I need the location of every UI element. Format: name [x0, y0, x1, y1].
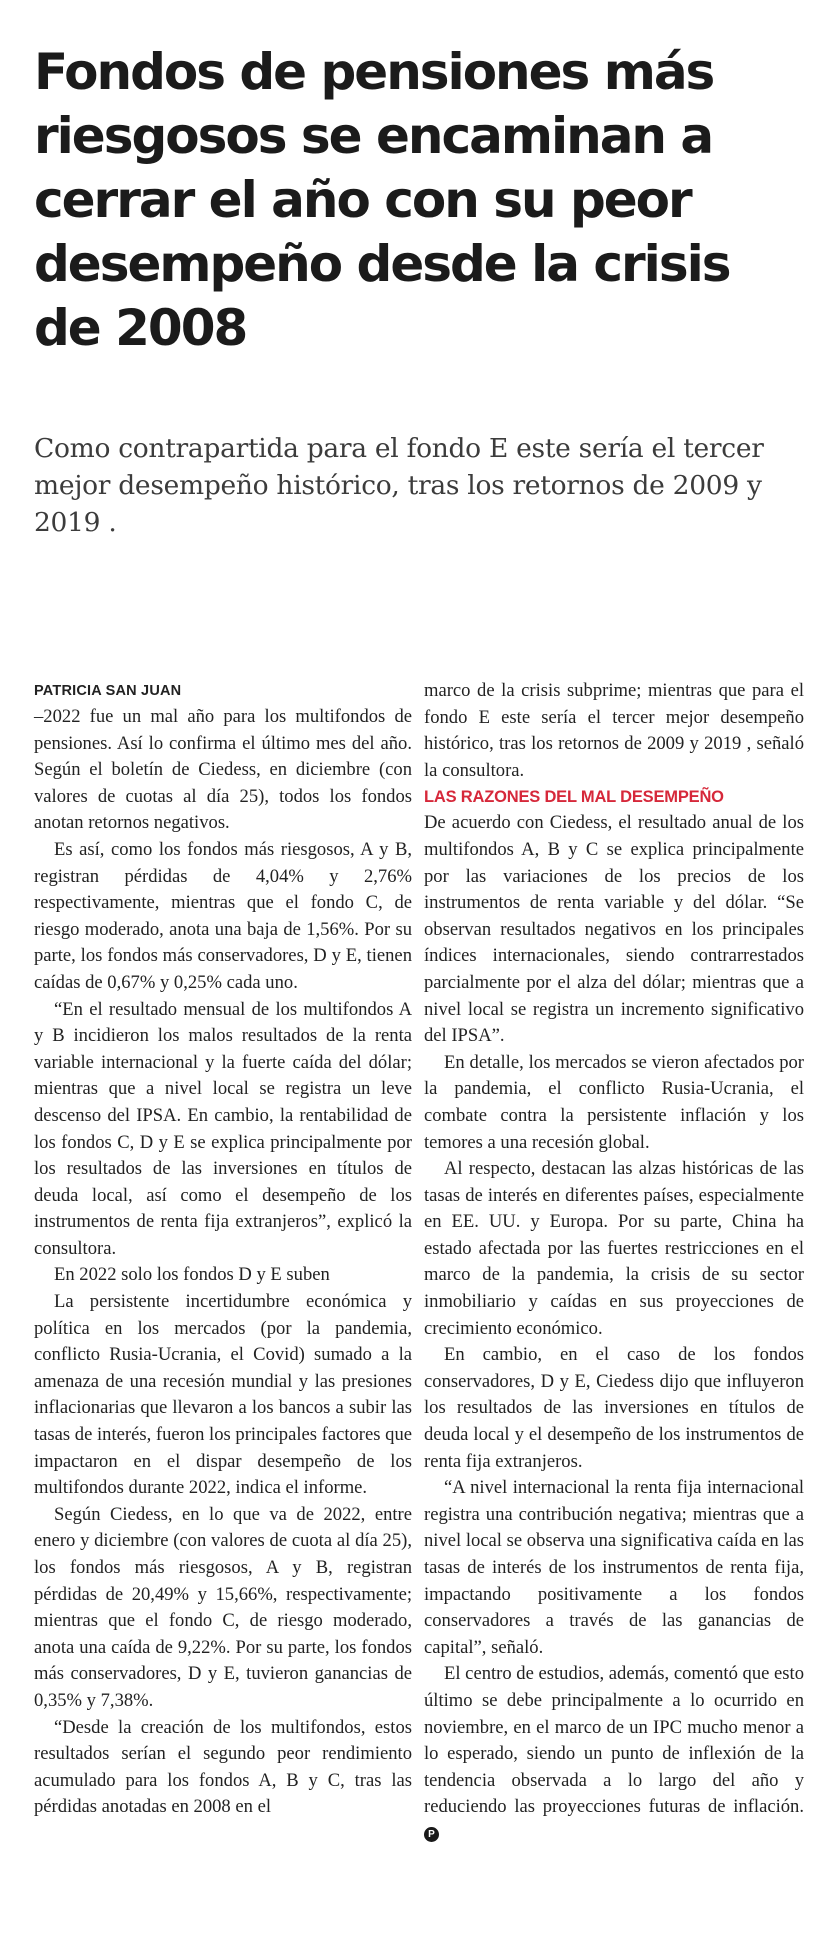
paragraph: marco de la crisis subprime; mientras que para el fondo E este sería el tercer mejor desempeño histórico, tras los retornos de 2009 y 2019 , señaló la consultora.	[424, 680, 804, 781]
paragraph: “En el resultado mensual de los multifondos A y B incidieron los malos resultados de la renta variable internacional y la fuerte caída del dólar; mientras que a nivel local se registra un leve descenso del IPSA. En cambio, la rentabilidad de los fondos C, D y E se explica principalmente por los resultados de las inversiones en títulos de deuda local, así como el desempeño de los instrumentos de renta fija extranjeros”, explicó la consultora.	[34, 998, 412, 1259]
article-column-left	[34, 678, 412, 1821]
paragraph: De acuerdo con Ciedess, el resultado anual de los multifondos A, B y C se explica principalmente por las variaciones de los precios de los instrumentos de renta variable y del dólar. “Se observan resultados negativos en los principales índices internacionales, siendo contrarrestados parcialmente por el alza del dólar; mientras que a nivel local se registra un incremento significativo del IPSA”.	[424, 812, 804, 1047]
paragraph: En detalle, los mercados se vieron afectados por la pandemia, el conflicto Rusia-Ucrania, el combate contra la persistente inflación y los temores a una recesión global.	[424, 1051, 804, 1153]
paragraph-text: El centro de estudios, además, comentó que esto último se debe principalmente a lo ocurrido en noviembre, en el marco de un IPC mucho menor a lo esperado, siendo un punto de inflexión de la tendencia observada a lo largo del año y reduciendo las proyecciones futuras de inflación.	[424, 1663, 804, 1818]
paragraph: En cambio, en el caso de los fondos conservadores, D y E, Ciedess dijo que influyeron los resultados de las inversiones en títulos de deuda local y el desempeño de los instrumentos de renta fija extranjeros.	[424, 1344, 804, 1472]
paragraph	[424, 1661, 804, 1847]
subtitle: Como contrapartida para el fondo E este sería el tercer mejor desempeño histórico, tras los retornos de 2009 y 2019 .	[34, 433, 764, 538]
headline: Fondos de pensiones más riesgosos se encaminan a cerrar el año con su peor desempeño desde la crisis de 2008	[34, 43, 730, 357]
paragraph: “Desde la creación de los multifondos, estos resultados serían el segundo peor rendimiento acumulado para los fondos A, B y C, tras las pérdidas anotadas en 2008 en el	[34, 1716, 412, 1818]
paragraph: Según Ciedess, en lo que va de 2022, entre enero y diciembre (con valores de cuota al día 25), los fondos más riesgosos, A y B, registran pérdidas de 20,49% y 15,66%, respectivamente; mientras que el fondo C, de riesgo moderado, anota una caída de 9,22%. Por su parte, los fondos más conservadores, D y E, tuvieron ganancias de 0,35% y 7,38%.	[34, 1503, 412, 1711]
byline: PATRICIA SAN JUAN	[34, 683, 182, 699]
paragraph: “A nivel internacional la renta fija internacional registra una contribución negativa; mientras que a nivel local se observa una significativa caída en las tasas de interés de los instrumentos de renta fija, impactando positivamente a los fondos conservadores a través de las ganancias de capital”, señaló.	[424, 1477, 804, 1658]
paragraph: La persistente incertidumbre económica y política en los mercados (por la pandemia, conflicto Rusia-Ucrania, el Covid) sumado a la amenaza de una recesión mundial y las presiones inflacionarias que llevaron a los bancos a subir las tasas de interés, fueron los principales factores que impactaron en el dispar desempeño de los multifondos durante 2022, indica el informe.	[34, 1291, 412, 1499]
inline-subheading: En 2022 solo los fondos D y E suben	[54, 1264, 330, 1286]
end-mark-icon: P	[424, 1827, 439, 1842]
paragraph: Al respecto, destacan las alzas históricas de las tasas de interés en diferentes países, especialmente en EE. UU. y Europa. Por su parte, China ha estado afectada por las fuertes restricciones en el marco de la pandemia, la crisis de su sector inmobiliario y caídas en sus proyecciones de crecimiento económico.	[424, 1158, 804, 1339]
paragraph: –2022 fue un mal año para los multifondos de pensiones. Así lo confirma el último mes del año. Según el boletín de Ciedess, en diciembre (con valores de cuotas al día 25), todos los fondos anotan retornos negativos.	[34, 706, 412, 834]
paragraph: Es así, como los fondos más riesgosos, A y B, registran pérdidas de 4,04% y 2,76% respectivamente, mientras que el fondo C, de riesgo moderado, anota una baja de 1,56%. Por su parte, los fondos más conservadores, D y E, tienen caídas de 0,67% y 0,25% cada uno.	[34, 838, 412, 993]
section-heading: LAS RAZONES DEL MAL DESEMPEÑO	[424, 788, 724, 807]
article-column-right	[424, 678, 804, 1848]
